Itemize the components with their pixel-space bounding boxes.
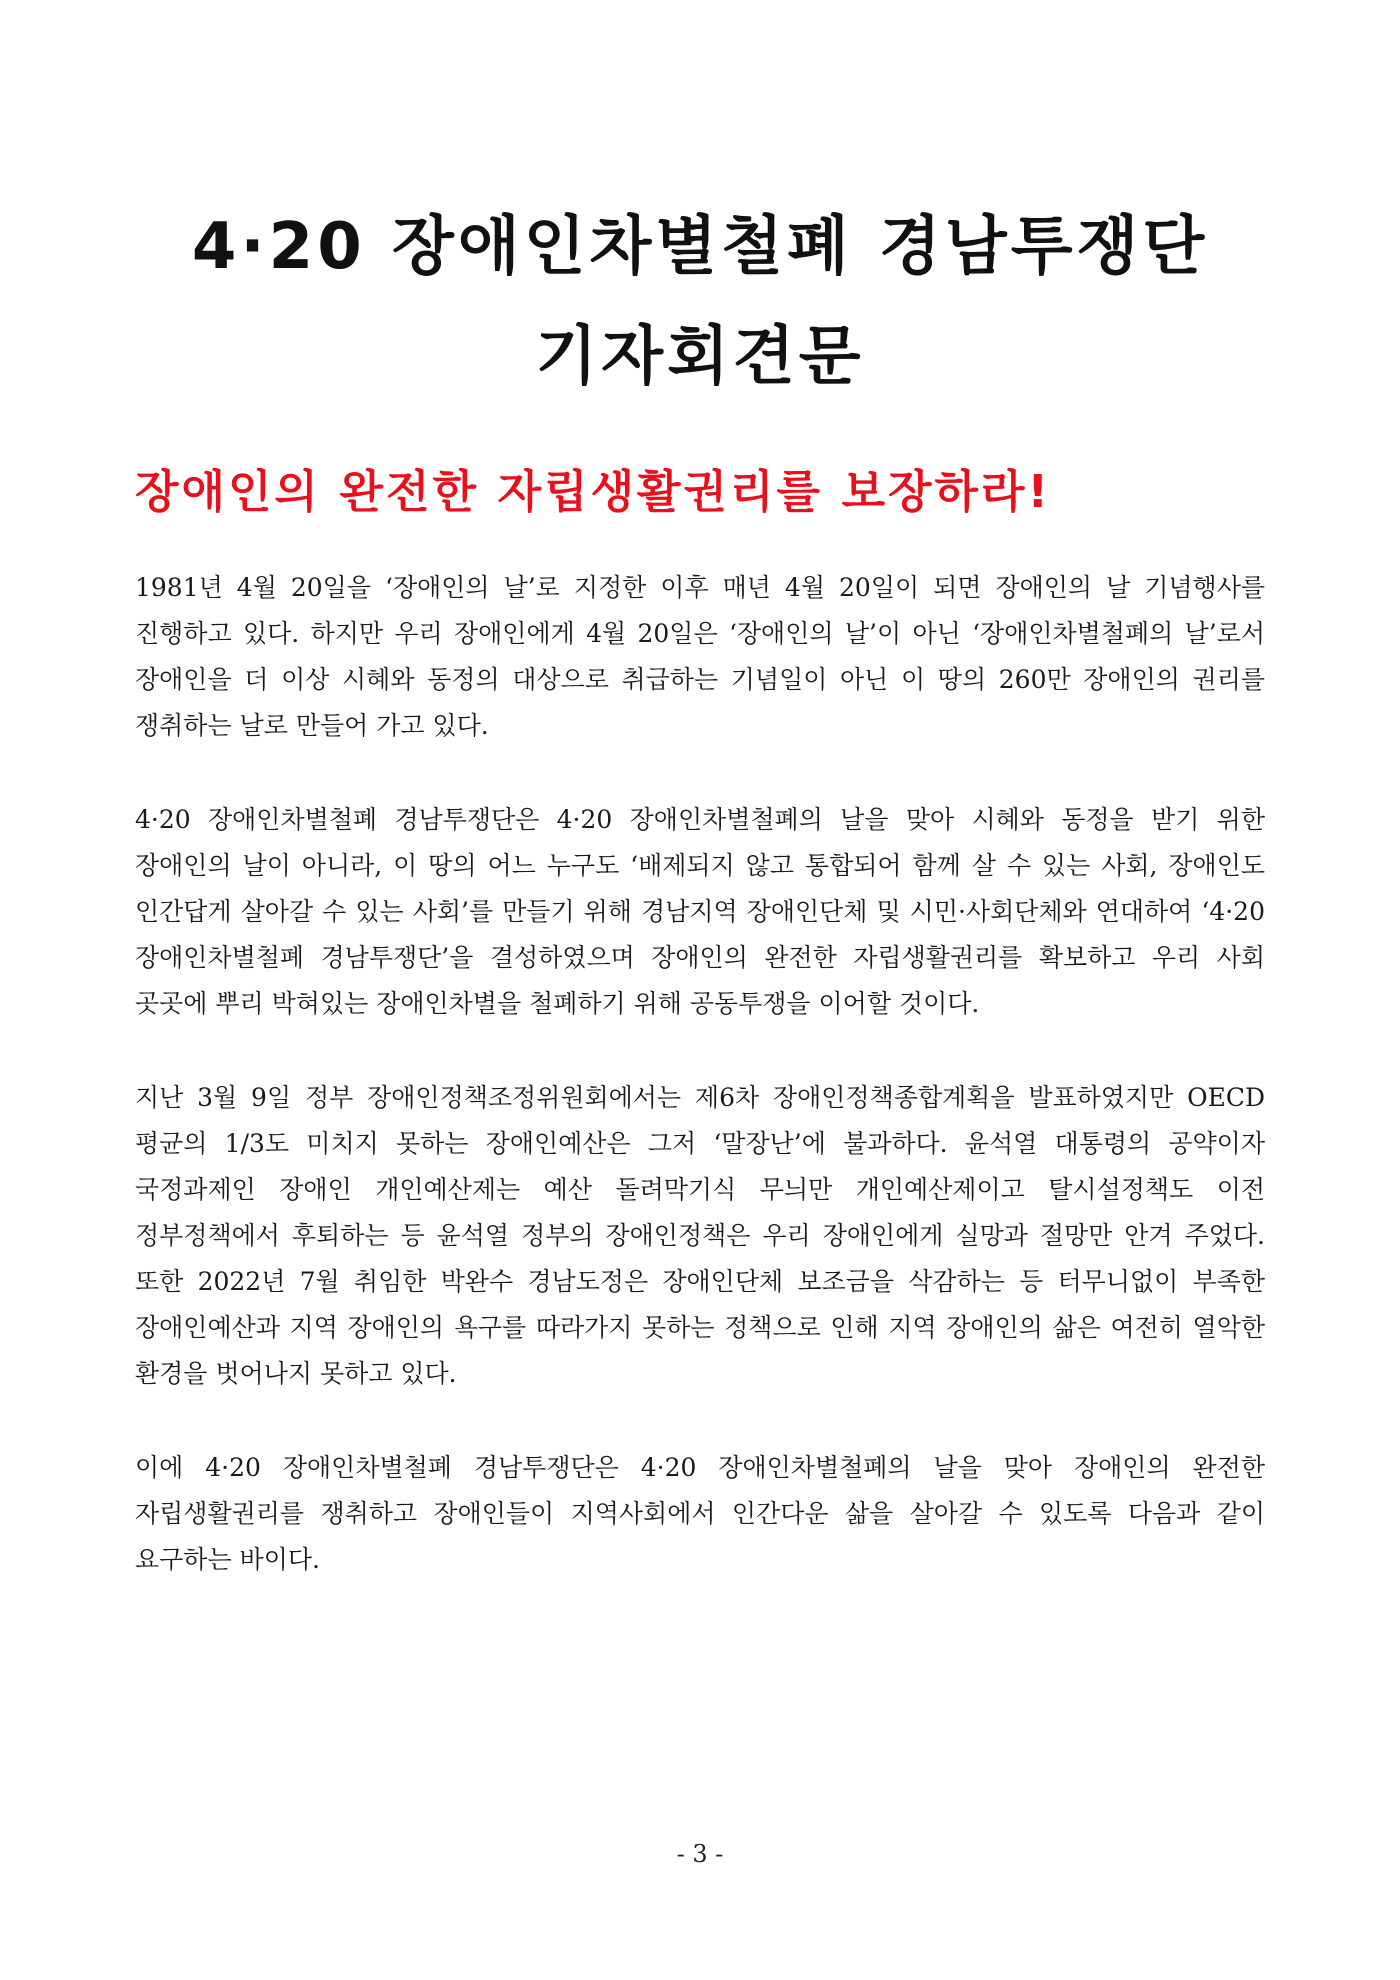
paragraph-2: 4·20 장애인차별철폐 경남투쟁단은 4·20 장애인차별철폐의 날을 맞아 시혜와 동정을 받기 위한 장애인의 날이 아니라, 이 땅의 어느 누구도 ‘배제되지 않고 통합되어 함께 살 수 있는 사회, 장애인도 인간답게 살아갈 수 있는 사회’를 만들기 위해 경남지역 장애인단체 및 시민·사회단체와 연대하여 ‘4·20 장애인차별철폐 경남투쟁단’을 결성하였으며 장애인의 완전한 자립생활권리를 확보하고 우리 사회 곳곳에 뿌리 박혀있는 장애인차별을 철폐하기 위해 공동투쟁을 이어할 것이다. xyxy=(135,805,1265,1018)
headline: 장애인의 완전한 자립생활권리를 보장하라! xyxy=(135,465,1051,518)
page-number: - 3 - xyxy=(676,1840,724,1868)
document-title-type: 기자회견문 xyxy=(535,320,865,394)
document-title: 4·20 장애인차별철폐 경남투쟁단 xyxy=(191,210,1209,284)
document-body xyxy=(135,565,1265,1631)
paragraph-4: 이에 4·20 장애인차별철폐 경남투쟁단은 4·20 장애인차별철폐의 날을 맞아 장애인의 완전한 자립생활권리를 쟁취하고 장애인들이 지역사회에서 인간다운 삶을 살아갈 수 있도록 다음과 같이 요구하는 바이다. xyxy=(135,1453,1265,1574)
paragraph-1: 1981년 4월 20일을 ‘장애인의 날’로 지정한 이후 매년 4월 20일이 되면 장애인의 날 기념행사를 진행하고 있다. 하지만 우리 장애인에게 4월 20일은 ‘장애인의 날’이 아닌 ‘장애인차별철폐의 날’로서 장애인을 더 이상 시혜와 동정의 대상으로 취급하는 기념일이 아닌 이 땅의 260만 장애인의 권리를 쟁취하는 날로 만들어 가고 있다. xyxy=(135,573,1265,740)
paragraph-3: 지난 3월 9일 정부 장애인정책조정위원회에서는 제6차 장애인정책종합계획을 발표하였지만 OECD 평균의 1/3도 미치지 못하는 장애인예산은 그저 ‘말장난’에 불과하다. 윤석열 대통령의 공약이자 국정과제인 장애인 개인예산제는 예산 돌려막기식 무늬만 개인예산제이고 탈시설정책도 이전 정부정책에서 후퇴하는 등 윤석열 정부의 장애인정책은 우리 장애인에게 실망과 절망만 안겨 주었다. 또한 2022년 7월 취임한 박완수 경남도정은 장애인단체 보조금을 삭감하는 등 터무니없이 부족한 장애인예산과 지역 장애인의 욕구를 따라가지 못하는 정책으로 인해 지역 장애인의 삶은 여전히 열악한 환경을 벗어나지 못하고 있다. xyxy=(135,1083,1265,1388)
